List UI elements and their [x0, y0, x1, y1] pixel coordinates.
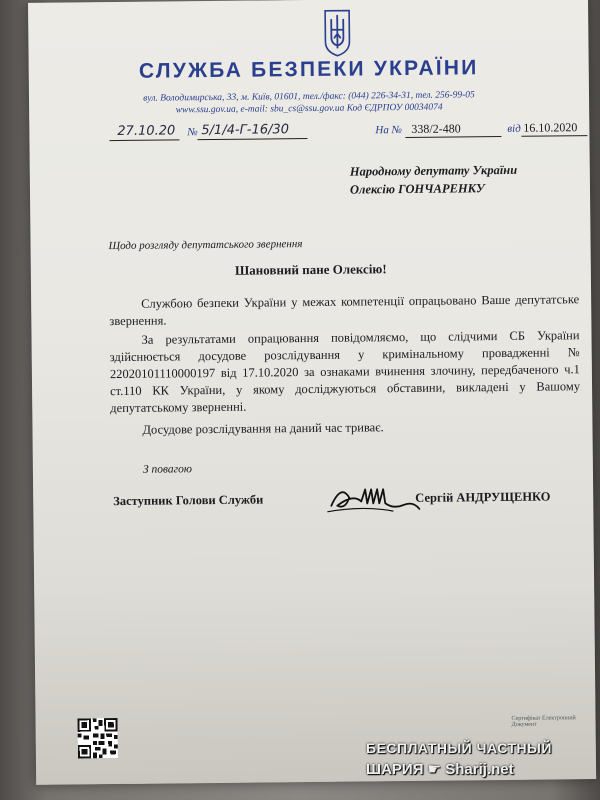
- recipient-block: [350, 161, 518, 199]
- body-paragraph-2: За результатами опрацювання повідомляємо, що слідчими СБ України здійснюється досудове розслідування у кримінальному провадженні № 22020101110000197 від 17.10.2020 за ознаками вчинення злочину, передбаченого ч.1 ст.110 КК України, у якому досліджуються обставини, викладені у Вашому депутатському зверненні.: [109, 328, 581, 416]
- salutation: Шановний пане Олексію!: [234, 261, 387, 278]
- closing-regards: З повагою: [142, 463, 193, 476]
- body-paragraph-1: Службою безпеки України у межах компетенції опрацьовано Ваше депутатське звернення.: [109, 292, 580, 329]
- outgoing-number: 5/1/4-Г-16/30: [201, 122, 290, 139]
- ref-date: 16.10.2020: [523, 120, 578, 135]
- recipient-name: Олексію ГОНЧАРЕНКУ: [349, 181, 485, 197]
- qr-code-icon: [78, 718, 118, 758]
- registration-line: 27.10.20 № 5/1/4-Г-16/30 На № 338/2-480 від 16.10.2020: [109, 119, 569, 144]
- agency-address: вул. Володимирська, 33, м. Київ, 01601, тел./факс: (044) 226-34-31, тел. 256-99-05: [143, 90, 475, 104]
- watermark-line1: БЕСПЛАТНЫЙ ЧАСТНЫЙ: [366, 740, 552, 756]
- recipient-title: Народному депутату України: [349, 162, 518, 179]
- body-paragraph-3: Досудове розслідування на даний час триває.: [142, 420, 384, 437]
- trident-emblem-icon: [322, 8, 353, 58]
- signature-icon: [323, 475, 423, 521]
- agency-contacts: www.ssu.gov.ua, e-mail: sbu_cs@ssu.gov.ua Код ЄДРПОУ 00034074: [175, 102, 443, 116]
- watermark-line2: ШАРИЯ ☛ Sharij.net: [366, 761, 514, 778]
- agency-name: СЛУЖБА БЕЗПЕКИ УКРАЇНИ: [138, 56, 479, 83]
- subject-line: Щодо розгляду депутатського звернення: [108, 238, 303, 253]
- outgoing-date: 27.10.20: [117, 123, 176, 140]
- signer-name: Сергій АНДРУЩЕНКО: [415, 489, 551, 505]
- ref-date-label: від: [507, 122, 521, 135]
- ref-number: 338/2-480: [411, 121, 461, 136]
- electronic-doc-stamp: Сертифікат Електронний Документ: [511, 715, 576, 728]
- signer-position: Заступник Голови Служби: [113, 492, 264, 509]
- ref-label: На №: [375, 124, 403, 137]
- watermark: [366, 740, 596, 778]
- letter-page: [28, 0, 596, 785]
